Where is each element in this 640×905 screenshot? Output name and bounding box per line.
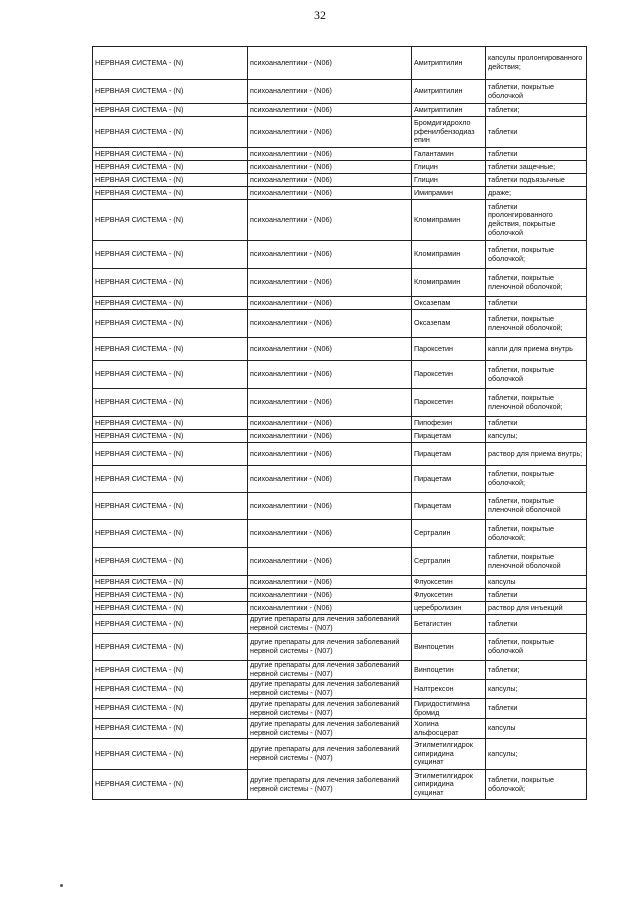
anatomical-group-cell: НЕРВНАЯ СИСТЕМА - (N) — [93, 200, 248, 241]
therapeutic-subgroup-cell: психоаналептики - (N06) — [248, 297, 412, 310]
therapeutic-subgroup-cell: психоаналептики - (N06) — [248, 200, 412, 241]
dosage-form-cell: таблетки, покрытые пленочной оболочкой; — [486, 389, 587, 417]
scan-speck — [60, 884, 63, 887]
dosage-form-cell: раствор для инъекций — [486, 602, 587, 615]
dosage-form-cell: таблетки, покрытые оболочкой; — [486, 520, 587, 548]
table-row — [93, 443, 587, 466]
drug-name-cell: Бромдигидрохло рфенилбензодиаз епин — [412, 117, 486, 148]
dosage-form-cell: таблетки, покрытые пленочной оболочкой; — [486, 269, 587, 297]
therapeutic-subgroup-cell: психоаналептики - (N06) — [248, 520, 412, 548]
anatomical-group-cell: НЕРВНАЯ СИСТЕМА - (N) — [93, 589, 248, 602]
therapeutic-subgroup-cell: психоаналептики - (N06) — [248, 361, 412, 389]
therapeutic-subgroup-cell: психоаналептики - (N06) — [248, 47, 412, 80]
drug-name-cell: Пароксетин — [412, 389, 486, 417]
drug-name-cell: Этилметилгидрок сипиридина сукцинат — [412, 770, 486, 800]
anatomical-group-cell: НЕРВНАЯ СИСТЕМА - (N) — [93, 634, 248, 661]
therapeutic-subgroup-cell: другие препараты для лечения заболеваний нервной системы - (N07) — [248, 699, 412, 719]
table-row — [93, 297, 587, 310]
dosage-form-cell: таблетки — [486, 417, 587, 430]
anatomical-group-cell: НЕРВНАЯ СИСТЕМА - (N) — [93, 117, 248, 148]
dosage-form-cell: драже; — [486, 187, 587, 200]
therapeutic-subgroup-cell: психоаналептики - (N06) — [248, 241, 412, 269]
table-row — [93, 104, 587, 117]
drug-name-cell: Флуоксетин — [412, 589, 486, 602]
table-row — [93, 117, 587, 148]
dosage-form-cell: таблетки защечные; — [486, 161, 587, 174]
dosage-form-cell: таблетки подъязычные — [486, 174, 587, 187]
table-row — [93, 739, 587, 770]
therapeutic-subgroup-cell: психоаналептики - (N06) — [248, 389, 412, 417]
anatomical-group-cell: НЕРВНАЯ СИСТЕМА - (N) — [93, 443, 248, 466]
anatomical-group-cell: НЕРВНАЯ СИСТЕМА - (N) — [93, 389, 248, 417]
dosage-form-cell: капсулы; — [486, 430, 587, 443]
anatomical-group-cell: НЕРВНАЯ СИСТЕМА - (N) — [93, 548, 248, 576]
dosage-form-cell: таблетки — [486, 148, 587, 161]
dosage-form-cell: капсулы — [486, 719, 587, 739]
dosage-form-cell: раствор для приема внутрь; — [486, 443, 587, 466]
table-row — [93, 338, 587, 361]
dosage-form-cell: капсулы — [486, 576, 587, 589]
drug-name-cell: Пирацетам — [412, 443, 486, 466]
table-row — [93, 576, 587, 589]
anatomical-group-cell: НЕРВНАЯ СИСТЕМА - (N) — [93, 576, 248, 589]
table-row — [93, 430, 587, 443]
dosage-form-cell: таблетки, покрытые оболочкой; — [486, 241, 587, 269]
dosage-form-cell: таблетки, покрытые оболочкой — [486, 361, 587, 389]
drug-name-cell: Глицин — [412, 174, 486, 187]
therapeutic-subgroup-cell: другие препараты для лечения заболеваний нервной системы - (N07) — [248, 680, 412, 699]
therapeutic-subgroup-cell: психоаналептики - (N06) — [248, 548, 412, 576]
therapeutic-subgroup-cell: психоаналептики - (N06) — [248, 269, 412, 297]
dosage-form-cell: таблетки — [486, 297, 587, 310]
dosage-form-cell: таблетки пролонгированного действия, покрытые оболочкой — [486, 200, 587, 241]
table-row — [93, 680, 587, 699]
anatomical-group-cell: НЕРВНАЯ СИСТЕМА - (N) — [93, 338, 248, 361]
table-body — [93, 47, 587, 800]
drug-name-cell: Пирацетам — [412, 466, 486, 493]
therapeutic-subgroup-cell: другие препараты для лечения заболеваний нервной системы - (N07) — [248, 661, 412, 680]
table-row — [93, 602, 587, 615]
anatomical-group-cell: НЕРВНАЯ СИСТЕМА - (N) — [93, 47, 248, 80]
drug-name-cell: Кломипрамин — [412, 200, 486, 241]
anatomical-group-cell: НЕРВНАЯ СИСТЕМА - (N) — [93, 602, 248, 615]
therapeutic-subgroup-cell: психоаналептики - (N06) — [248, 338, 412, 361]
dosage-form-cell: таблетки, покрытые оболочкой; — [486, 770, 587, 800]
drug-name-cell: Этилметилгидрок сипиридина сукцинат — [412, 739, 486, 770]
drug-name-cell: Кломипрамин — [412, 241, 486, 269]
therapeutic-subgroup-cell: психоаналептики - (N06) — [248, 80, 412, 104]
table-row — [93, 699, 587, 719]
table-row — [93, 310, 587, 338]
therapeutic-subgroup-cell: психоаналептики - (N06) — [248, 493, 412, 520]
drug-name-cell: Оксазепам — [412, 297, 486, 310]
drug-name-cell: Имипрамин — [412, 187, 486, 200]
therapeutic-subgroup-cell: психоаналептики - (N06) — [248, 466, 412, 493]
therapeutic-subgroup-cell: психоаналептики - (N06) — [248, 310, 412, 338]
therapeutic-subgroup-cell: психоаналептики - (N06) — [248, 148, 412, 161]
table-row — [93, 466, 587, 493]
anatomical-group-cell: НЕРВНАЯ СИСТЕМА - (N) — [93, 148, 248, 161]
anatomical-group-cell: НЕРВНАЯ СИСТЕМА - (N) — [93, 466, 248, 493]
anatomical-group-cell: НЕРВНАЯ СИСТЕМА - (N) — [93, 269, 248, 297]
drug-name-cell: Глицин — [412, 161, 486, 174]
anatomical-group-cell: НЕРВНАЯ СИСТЕМА - (N) — [93, 699, 248, 719]
drug-name-cell: Пароксетин — [412, 361, 486, 389]
drug-name-cell: церебролизин — [412, 602, 486, 615]
drug-name-cell: Кломипрамин — [412, 269, 486, 297]
table-row — [93, 47, 587, 80]
dosage-form-cell: капсулы пролонгированного действия; — [486, 47, 587, 80]
table-row — [93, 634, 587, 661]
drug-name-cell: Сертралин — [412, 520, 486, 548]
table-row — [93, 520, 587, 548]
anatomical-group-cell: НЕРВНАЯ СИСТЕМА - (N) — [93, 770, 248, 800]
therapeutic-subgroup-cell: психоаналептики - (N06) — [248, 589, 412, 602]
therapeutic-subgroup-cell: психоаналептики - (N06) — [248, 187, 412, 200]
table-row — [93, 161, 587, 174]
drug-name-cell: Винпоцетин — [412, 661, 486, 680]
drug-name-cell: Амитриптилин — [412, 47, 486, 80]
therapeutic-subgroup-cell: другие препараты для лечения заболеваний нервной системы - (N07) — [248, 719, 412, 739]
page-number: 32 — [314, 8, 326, 22]
drug-name-cell: Флуоксетин — [412, 576, 486, 589]
dosage-form-cell: таблетки, покрытые пленочной оболочкой — [486, 493, 587, 520]
drug-name-cell: Галантамин — [412, 148, 486, 161]
dosage-form-cell: таблетки; — [486, 104, 587, 117]
anatomical-group-cell: НЕРВНАЯ СИСТЕМА - (N) — [93, 430, 248, 443]
therapeutic-subgroup-cell: психоаналептики - (N06) — [248, 104, 412, 117]
therapeutic-subgroup-cell: психоаналептики - (N06) — [248, 174, 412, 187]
table-row — [93, 241, 587, 269]
table-row — [93, 148, 587, 161]
table-row — [93, 615, 587, 634]
table-row — [93, 719, 587, 739]
table-row — [93, 80, 587, 104]
anatomical-group-cell: НЕРВНАЯ СИСТЕМА - (N) — [93, 174, 248, 187]
table-row — [93, 361, 587, 389]
dosage-form-cell: таблетки, покрытые оболочкой — [486, 80, 587, 104]
therapeutic-subgroup-cell: другие препараты для лечения заболеваний нервной системы - (N07) — [248, 634, 412, 661]
dosage-form-cell: таблетки, покрытые оболочкой — [486, 634, 587, 661]
anatomical-group-cell: НЕРВНАЯ СИСТЕМА - (N) — [93, 187, 248, 200]
table-row — [93, 269, 587, 297]
drug-name-cell: Амитриптилин — [412, 80, 486, 104]
table-row — [93, 548, 587, 576]
therapeutic-subgroup-cell: психоаналептики - (N06) — [248, 576, 412, 589]
anatomical-group-cell: НЕРВНАЯ СИСТЕМА - (N) — [93, 719, 248, 739]
drug-name-cell: Винпоцетин — [412, 634, 486, 661]
anatomical-group-cell: НЕРВНАЯ СИСТЕМА - (N) — [93, 493, 248, 520]
dosage-form-cell: таблетки, покрытые пленочной оболочкой — [486, 548, 587, 576]
anatomical-group-cell: НЕРВНАЯ СИСТЕМА - (N) — [93, 161, 248, 174]
anatomical-group-cell: НЕРВНАЯ СИСТЕМА - (N) — [93, 241, 248, 269]
drug-name-cell: Бетагистин — [412, 615, 486, 634]
drug-name-cell: Оксазепам — [412, 310, 486, 338]
dosage-form-cell: таблетки — [486, 589, 587, 602]
table-row — [93, 493, 587, 520]
dosage-form-cell: капли для приема внутрь — [486, 338, 587, 361]
drug-list-table — [92, 46, 587, 800]
table-row — [93, 661, 587, 680]
anatomical-group-cell: НЕРВНАЯ СИСТЕМА - (N) — [93, 310, 248, 338]
anatomical-group-cell: НЕРВНАЯ СИСТЕМА - (N) — [93, 661, 248, 680]
table-row — [93, 770, 587, 800]
table-row — [93, 589, 587, 602]
drug-name-cell: Пароксетин — [412, 338, 486, 361]
table-row — [93, 200, 587, 241]
anatomical-group-cell: НЕРВНАЯ СИСТЕМА - (N) — [93, 104, 248, 117]
anatomical-group-cell: НЕРВНАЯ СИСТЕМА - (N) — [93, 417, 248, 430]
table-row — [93, 187, 587, 200]
drug-name-cell: Пиридостигмина бромид — [412, 699, 486, 719]
drug-name-cell: Пирацетам — [412, 430, 486, 443]
anatomical-group-cell: НЕРВНАЯ СИСТЕМА - (N) — [93, 680, 248, 699]
drug-name-cell: Пипофезин — [412, 417, 486, 430]
therapeutic-subgroup-cell: психоаналептики - (N06) — [248, 443, 412, 466]
anatomical-group-cell: НЕРВНАЯ СИСТЕМА - (N) — [93, 361, 248, 389]
therapeutic-subgroup-cell: психоаналептики - (N06) — [248, 117, 412, 148]
dosage-form-cell: таблетки — [486, 615, 587, 634]
therapeutic-subgroup-cell: психоаналептики - (N06) — [248, 161, 412, 174]
drug-name-cell: Налтрексон — [412, 680, 486, 699]
dosage-form-cell: капсулы; — [486, 680, 587, 699]
therapeutic-subgroup-cell: психоаналептики - (N06) — [248, 430, 412, 443]
table-row — [93, 417, 587, 430]
dosage-form-cell: капсулы; — [486, 739, 587, 770]
therapeutic-subgroup-cell: другие препараты для лечения заболеваний нервной системы - (N07) — [248, 615, 412, 634]
drug-name-cell: Холина альфосцерат — [412, 719, 486, 739]
dosage-form-cell: таблетки, покрытые оболочкой; — [486, 466, 587, 493]
anatomical-group-cell: НЕРВНАЯ СИСТЕМА - (N) — [93, 615, 248, 634]
dosage-form-cell: таблетки; — [486, 661, 587, 680]
dosage-form-cell: таблетки — [486, 117, 587, 148]
table-row — [93, 174, 587, 187]
dosage-form-cell: таблетки, покрытые пленочной оболочкой; — [486, 310, 587, 338]
therapeutic-subgroup-cell: другие препараты для лечения заболеваний нервной системы - (N07) — [248, 739, 412, 770]
therapeutic-subgroup-cell: другие препараты для лечения заболеваний нервной системы - (N07) — [248, 770, 412, 800]
therapeutic-subgroup-cell: психоаналептики - (N06) — [248, 602, 412, 615]
drug-name-cell: Амитриптилин — [412, 104, 486, 117]
table-row — [93, 389, 587, 417]
anatomical-group-cell: НЕРВНАЯ СИСТЕМА - (N) — [93, 520, 248, 548]
dosage-form-cell: таблетки — [486, 699, 587, 719]
drug-name-cell: Пирацетам — [412, 493, 486, 520]
anatomical-group-cell: НЕРВНАЯ СИСТЕМА - (N) — [93, 297, 248, 310]
therapeutic-subgroup-cell: психоаналептики - (N06) — [248, 417, 412, 430]
anatomical-group-cell: НЕРВНАЯ СИСТЕМА - (N) — [93, 739, 248, 770]
anatomical-group-cell: НЕРВНАЯ СИСТЕМА - (N) — [93, 80, 248, 104]
drug-name-cell: Сертралин — [412, 548, 486, 576]
